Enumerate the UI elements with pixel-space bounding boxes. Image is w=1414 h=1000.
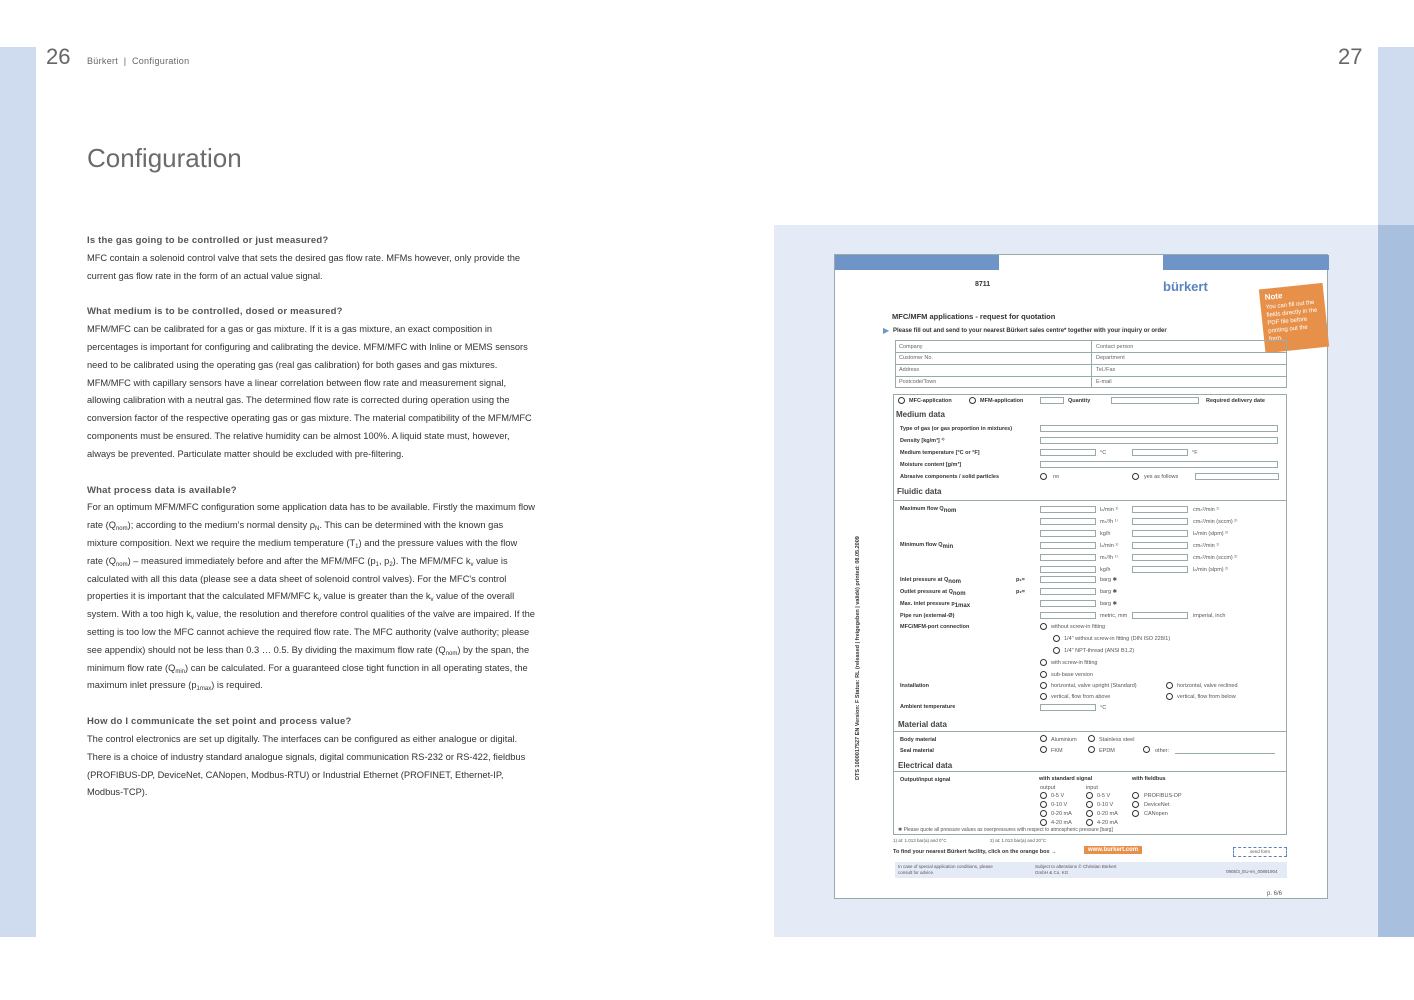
delivery-date-box[interactable] bbox=[1111, 397, 1199, 404]
port-with-fitting-radio[interactable] bbox=[1040, 659, 1047, 666]
material-data-heading: Material data bbox=[898, 720, 947, 729]
arrow-icon: ▶ bbox=[883, 326, 890, 335]
note-sticker: Note You can fill out the fields directly in the PDF file before printing out the form. bbox=[1259, 283, 1329, 353]
email-field[interactable]: E-mail bbox=[1096, 379, 1112, 385]
abrasive-yes-radio[interactable] bbox=[1132, 473, 1139, 480]
form-code: 8711 bbox=[975, 281, 991, 288]
max-inlet-input[interactable] bbox=[1040, 600, 1096, 607]
port-bsp-radio[interactable] bbox=[1053, 635, 1060, 642]
max-flow-input-1[interactable] bbox=[1040, 506, 1096, 513]
medium-data-heading: Medium data bbox=[896, 410, 945, 419]
quantity-box[interactable] bbox=[1040, 397, 1064, 404]
min-flow-input-5[interactable] bbox=[1132, 554, 1188, 561]
form-tab-left bbox=[835, 255, 999, 270]
seal-other-line[interactable] bbox=[1175, 753, 1275, 754]
port-npt-radio[interactable] bbox=[1053, 647, 1060, 654]
moisture-input[interactable] bbox=[1040, 461, 1278, 468]
max-flow-input-4[interactable] bbox=[1132, 506, 1188, 513]
min-flow-input-6[interactable] bbox=[1132, 566, 1188, 573]
input-0-10v-radio[interactable] bbox=[1086, 801, 1093, 808]
abrasive-no-radio[interactable] bbox=[1040, 473, 1047, 480]
pipe-metric-input[interactable] bbox=[1040, 612, 1096, 619]
output-4-20ma-radio[interactable] bbox=[1040, 819, 1047, 826]
min-flow-input-3[interactable] bbox=[1040, 566, 1096, 573]
contact-table bbox=[895, 340, 1287, 388]
port-without-fitting-radio[interactable] bbox=[1040, 623, 1047, 630]
install-vertical-above-radio[interactable] bbox=[1040, 693, 1047, 700]
page-title: Configuration bbox=[87, 143, 242, 173]
website-link-button[interactable]: www.burkert.com bbox=[1084, 846, 1142, 854]
form-subtitle: Please fill out and send to your nearest Bürkert sales centre* together with your inquiry or order bbox=[893, 328, 1167, 334]
address-field[interactable]: Address bbox=[899, 367, 920, 373]
input-0-5v-radio[interactable] bbox=[1086, 792, 1093, 799]
output-0-20ma-radio[interactable] bbox=[1040, 810, 1047, 817]
temp-c-input[interactable] bbox=[1040, 449, 1096, 456]
density-input[interactable] bbox=[1040, 437, 1278, 444]
form-page-number: p. 6/6 bbox=[1267, 891, 1283, 897]
body-stainless-radio[interactable] bbox=[1088, 735, 1095, 742]
seal-fkm-radio[interactable] bbox=[1040, 746, 1047, 753]
heading-medium: What medium is to be controlled, dosed or measured? bbox=[87, 306, 343, 318]
paragraph-controlled-measured: MFC contain a solenoid control valve that sets the desired gas flow rate. MFMs however, only provide the current gas flow rate in the form of an actual value signal. bbox=[87, 252, 521, 281]
page-number-right: 27 bbox=[1338, 44, 1363, 69]
outlet-pressure-input[interactable] bbox=[1040, 588, 1096, 595]
min-flow-input-2[interactable] bbox=[1040, 554, 1096, 561]
form-side-text: DTS 1000017527 EN Version: F Status: RL (released | freigegeben | validé) printed: 08.05.2009 bbox=[855, 536, 861, 780]
page-number-left: 26 bbox=[46, 44, 71, 69]
port-subbase-radio[interactable] bbox=[1040, 671, 1047, 678]
body-aluminium-radio[interactable] bbox=[1040, 735, 1047, 742]
paragraph-process-data: For an optimum MFM/MFC configuration some application data has to be available. Firstly the maximum flow rate $(Q_{nom})$; according to the medium's normal density $\rho_N$. This can be determined with the known gas mixture composition. Next we require the medium temperature $(T_1)$ and the pressure values with the flow rate $(Q_{nom})$ – measured immediately before and after the MFM/MFC ($p_1$, $p_2$). The MFM/MFC $k_v$ value is calculated with all this data (please see a data sheet of solenoid control valves). For the MFC's control properties it is important that the calculated MFM/MFC $k_v$ value is greater than the $k_v$ value of the overall system. With a too high $k_v$ value, the resolution and therefore control qualities of the valve are impaired. If the setting is too low the MFC cannot achieve the required flow rate. The MFC authority (valve authority; please see appendix) should not be less than 0.3 … 0.5. By dividing the maximum flow rate $(Q_{nom})$ by the span, the minimum flow rate $(Q_{min})$ can be calculated. For a guaranteed close tight function in all operating states, the maximum inlet pressure $(p_{1max})$ is required. bbox=[87, 502, 535, 693]
department-field[interactable]: Department bbox=[1096, 355, 1125, 361]
devicenet-radio[interactable] bbox=[1132, 801, 1139, 808]
paragraph-communication: The control electronics are set up digitally. The interfaces can be configured as either analogue or digital. There is a choice of industry standard analogue signals, digital communication RS-232 or RS-422, fieldbus (PROFIBUS-DP, DeviceNet, CANopen, Modbus-RTU) or Industrial Ethernet (PROFINET, Ethernet-IP, Modbus-TCP). bbox=[87, 733, 526, 798]
text-column bbox=[87, 232, 535, 820]
gas-type-input[interactable] bbox=[1040, 425, 1278, 432]
fluidic-data-heading: Fluidic data bbox=[897, 487, 942, 496]
temp-f-input[interactable] bbox=[1132, 449, 1188, 456]
max-flow-input-2[interactable] bbox=[1040, 518, 1096, 525]
company-field[interactable]: Company bbox=[899, 344, 923, 350]
form-title: MFC/MFM applications - request for quotation bbox=[892, 312, 1056, 321]
profibus-radio[interactable] bbox=[1132, 792, 1139, 799]
mfm-application-radio[interactable] bbox=[969, 397, 976, 404]
install-horizontal-upright-radio[interactable] bbox=[1040, 682, 1047, 689]
canopen-radio[interactable] bbox=[1132, 810, 1139, 817]
pipe-imperial-input[interactable] bbox=[1132, 612, 1188, 619]
min-flow-input-4[interactable] bbox=[1132, 542, 1188, 549]
heading-controlled-measured: Is the gas going to be controlled or just measured? bbox=[87, 235, 329, 246]
contact-person-field[interactable]: Contact person bbox=[1096, 344, 1134, 350]
seal-other-radio[interactable] bbox=[1143, 746, 1150, 753]
send-form-button[interactable]: send form bbox=[1233, 847, 1287, 857]
abrasive-detail-input[interactable] bbox=[1195, 473, 1279, 480]
heading-communication: How do I communicate the set point and process value? bbox=[87, 716, 352, 728]
postcode-field[interactable]: Postcode/Town bbox=[899, 379, 937, 385]
install-horizontal-reclined-radio[interactable] bbox=[1166, 682, 1173, 689]
seal-epdm-radio[interactable] bbox=[1088, 746, 1095, 753]
customer-no-field[interactable]: Customer No. bbox=[899, 355, 933, 361]
output-0-10v-radio[interactable] bbox=[1040, 801, 1047, 808]
mfc-application-radio[interactable] bbox=[898, 397, 905, 404]
install-vertical-below-radio[interactable] bbox=[1166, 693, 1173, 700]
right-margin-band-top bbox=[1378, 47, 1414, 225]
breadcrumb: Bürkert | Configuration bbox=[87, 56, 190, 66]
max-flow-input-3[interactable] bbox=[1040, 530, 1096, 537]
form-tab-right bbox=[1163, 255, 1329, 270]
ambient-temp-input[interactable] bbox=[1040, 704, 1096, 711]
right-margin-band-bottom bbox=[1378, 225, 1414, 937]
max-flow-input-6[interactable] bbox=[1132, 530, 1188, 537]
electrical-data-heading: Electrical data bbox=[898, 761, 953, 770]
input-0-20ma-radio[interactable] bbox=[1086, 810, 1093, 817]
input-4-20ma-radio[interactable] bbox=[1086, 819, 1093, 826]
paragraph-medium: MFM/MFC can be calibrated for a gas or gas mixture. If it is a gas mixture, an exact composition in percentages is important for configuring and calibrating the device. MFM/MFC with Inline or MEMS sensors need to be calibrated using the operating gas (real gas calibration) for both gases and gas mixtures. MFM/MFC with capillary sensors have a linear correlation between flow rate and measurement signal, allowing calibration with a neutral gas. The determined flow rate is corrected during operation using the conversion factor of the respective operating gas or gas mixture. The material compatibility of the MFM/MFC components must be ensured. The relative humidity can be almost 100%. A liquid state must, however, always be prevented. Particulate matter should be excluded with pre-filtering. bbox=[87, 324, 532, 459]
pressure-footnote: ✱ Please quote all pressure values as overpressures with respect to atmospheric pressure [barg] bbox=[898, 827, 1113, 833]
heading-process-data: What process data is available? bbox=[87, 484, 237, 496]
inlet-pressure-input[interactable] bbox=[1040, 576, 1096, 583]
max-flow-input-5[interactable] bbox=[1132, 518, 1188, 525]
left-margin-band bbox=[0, 47, 36, 937]
form-brand-logo: bürkert bbox=[1163, 279, 1208, 294]
tel-fax-field[interactable]: Tel./Fax bbox=[1096, 367, 1116, 373]
output-0-5v-radio[interactable] bbox=[1040, 792, 1047, 799]
min-flow-input-1[interactable] bbox=[1040, 542, 1096, 549]
